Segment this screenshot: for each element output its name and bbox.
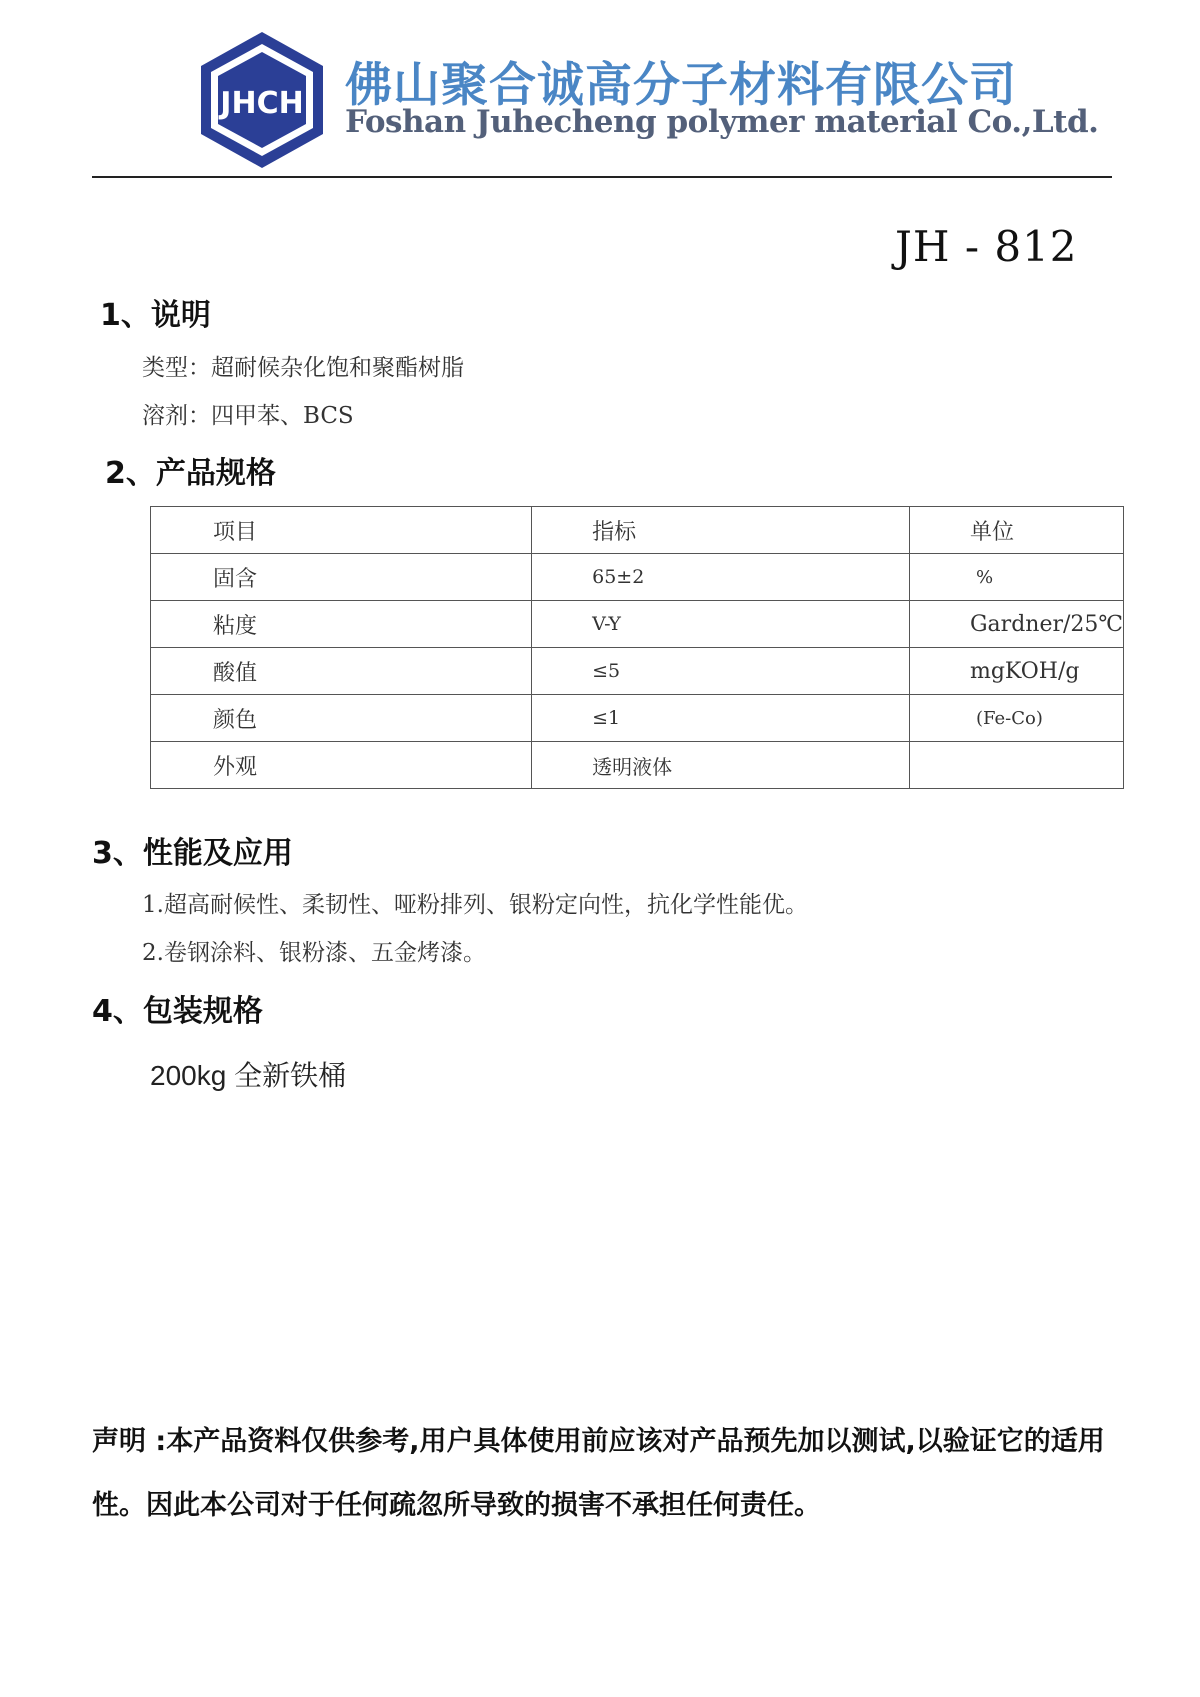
product-code: JH - 812 [895, 222, 1078, 271]
row-item: 外观 [151, 742, 532, 789]
type-line: 类型：超耐候杂化饱和聚酯树脂 [142, 355, 464, 381]
row-unit: (Fe-Co) [909, 695, 1123, 742]
row-unit: % [909, 554, 1123, 601]
table-row [151, 601, 1124, 648]
row-item: 酸值 [151, 648, 532, 695]
table-header-row [151, 507, 1124, 554]
header-unit: 单位 [909, 507, 1123, 554]
spec-table [150, 506, 1124, 789]
table-row [151, 648, 1124, 695]
application-line: 2.卷钢涂料、银粉漆、五金烤漆。 [142, 940, 486, 966]
row-unit [909, 742, 1123, 789]
table-row [151, 742, 1124, 789]
table-row [151, 695, 1124, 742]
section-3-title: 3、性能及应用 [92, 836, 293, 871]
logo-text: JHCH [220, 86, 304, 121]
section-4-title: 4、包装规格 [92, 994, 263, 1029]
row-unit: Gardner/25℃ [909, 601, 1123, 648]
row-item: 粘度 [151, 601, 532, 648]
row-unit: mgKOH/g [909, 648, 1123, 695]
row-item: 固含 [151, 554, 532, 601]
disclaimer: 声明 :本产品资料仅供参考,用户具体使用前应该对产品预先加以测试,以验证它的适用性。因此本公司对于任何疏忽所导致的损害不承担任何责任。 [92, 1426, 1105, 1521]
packing-line: 200kg 全新铁桶 [150, 1060, 347, 1091]
row-spec: 65±2 [532, 554, 910, 601]
solvent-line: 溶剂：四甲苯、BCS [142, 403, 354, 429]
table-row [151, 554, 1124, 601]
header-divider [92, 176, 1112, 178]
company-logo [197, 30, 327, 170]
header-item: 项目 [151, 507, 532, 554]
performance-line: 1.超高耐候性、柔韧性、哑粉排列、银粉定向性，抗化学性能优。 [142, 892, 808, 918]
company-name-cn: 佛山聚合诚高分子材料有限公司 [345, 58, 1017, 113]
header-spec: 指标 [532, 507, 910, 554]
row-item: 颜色 [151, 695, 532, 742]
section-2-title: 2、产品规格 [105, 456, 276, 491]
row-spec: ≤5 [532, 648, 910, 695]
row-spec: ≤1 [532, 695, 910, 742]
section-1-title: 1、说明 [100, 298, 211, 333]
company-name-en: Foshan Juhecheng polymer material Co.,Ltd. [345, 104, 1099, 140]
row-spec: 透明液体 [532, 742, 910, 789]
row-spec: V-Y [532, 601, 910, 648]
